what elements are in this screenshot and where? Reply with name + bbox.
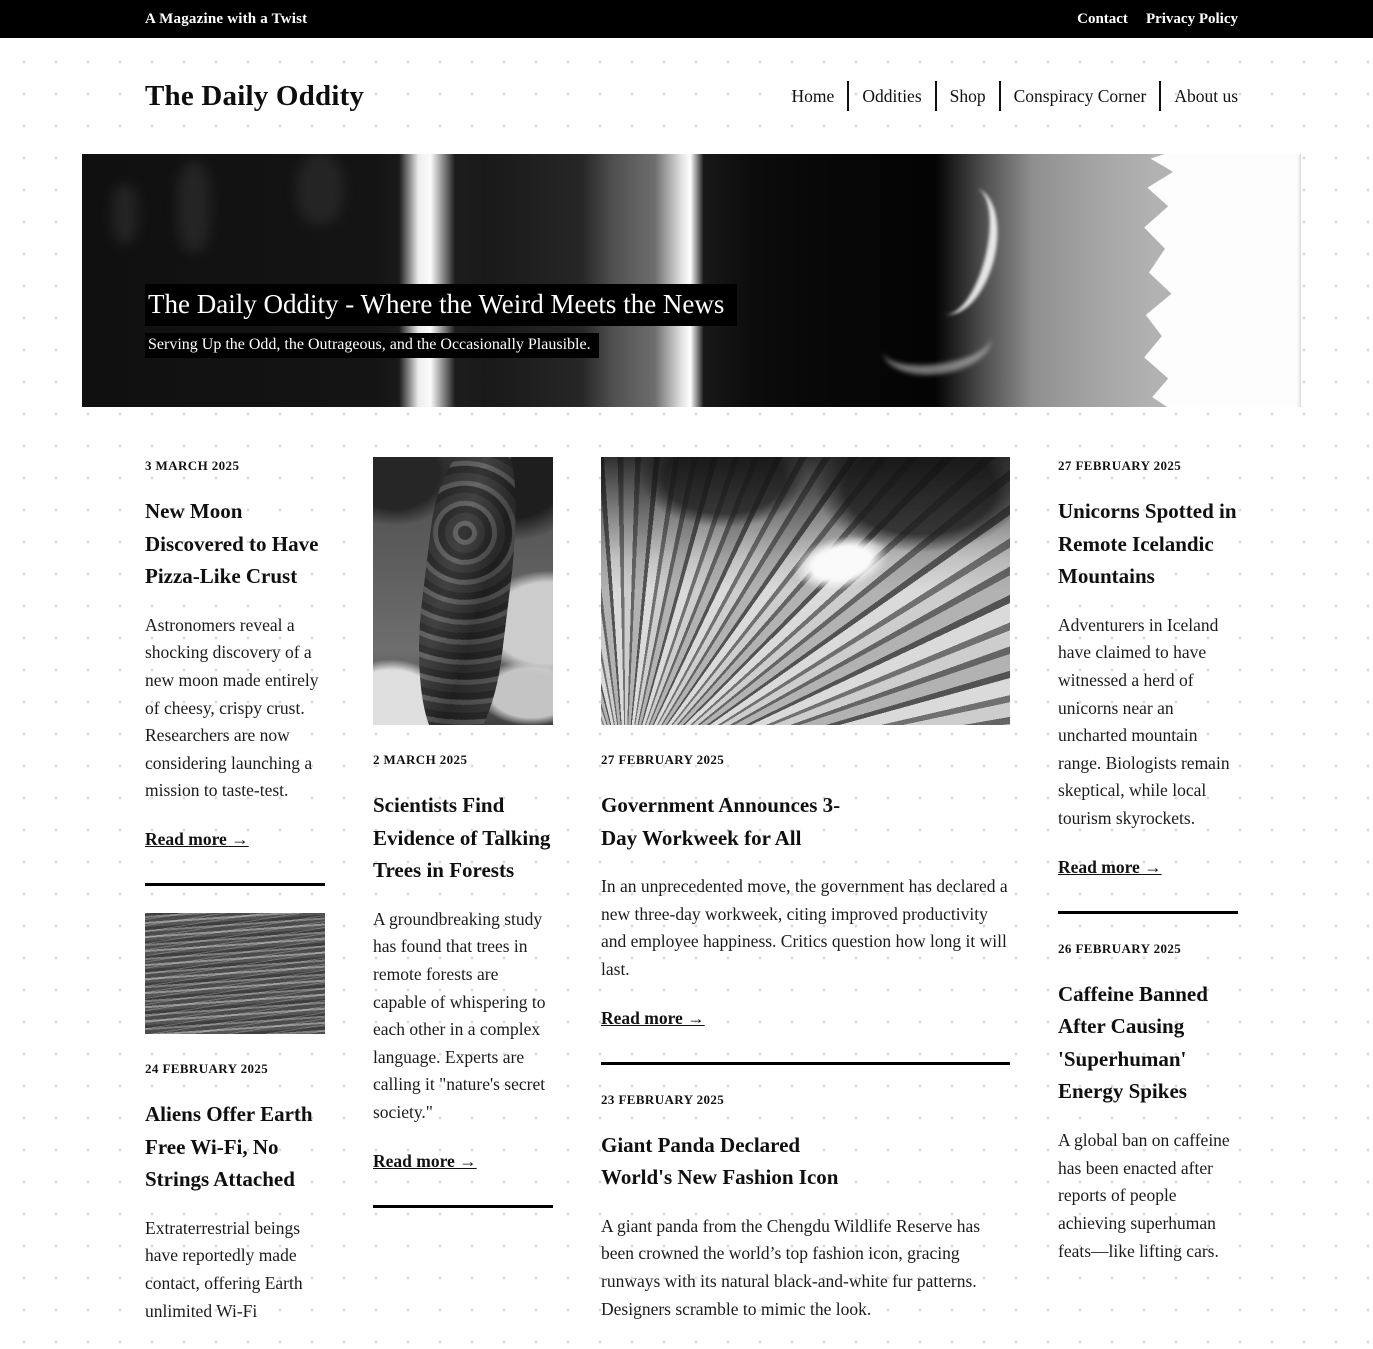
read-more-link[interactable]: Read more →	[601, 1007, 705, 1028]
article-headline[interactable]: Caffeine Banned After Causing 'Superhuman' Energy Spikes	[1058, 981, 1208, 1104]
article-divider	[1058, 911, 1238, 914]
article-card	[145, 913, 325, 1325]
nav-separator	[1159, 81, 1161, 111]
top-utility-bar	[0, 0, 1373, 38]
hero-eye-reflection	[878, 307, 995, 382]
article-divider	[601, 1062, 1010, 1065]
article-date: 24 FEBRUARY 2025	[145, 1061, 269, 1077]
nav-separator	[847, 81, 849, 111]
site-tagline: A Magazine with a Twist	[145, 10, 308, 27]
hero-eye-highlight	[910, 179, 1009, 322]
nav-item-about-us[interactable]: About us	[1174, 85, 1238, 106]
article-card	[145, 458, 325, 886]
article-date: 23 FEBRUARY 2025	[601, 1091, 725, 1107]
privacy-policy-link[interactable]: Privacy Policy	[1145, 10, 1238, 27]
topbar-links	[1077, 11, 1238, 28]
nav-item-shop[interactable]: Shop	[949, 85, 986, 106]
read-more-link[interactable]: Read more →	[373, 1150, 477, 1171]
article-column-1	[145, 457, 325, 1349]
article-divider	[373, 1205, 553, 1208]
article-excerpt: A global ban on caffeine has been enacted after reports of people achieving superhuman feats—like lifting cars.	[1058, 1129, 1230, 1261]
article-excerpt: Adventurers in Iceland have claimed to have witnessed a herd of unicorns near an uncharted mountain range. Biologists remain skeptical, while local tourism skyrockets.	[1058, 614, 1230, 829]
article-headline[interactable]: New Moon Discovered to Have Pizza-Like Crust	[145, 499, 319, 589]
article-column-3	[601, 457, 1010, 1349]
nav-separator	[935, 81, 937, 111]
hero-silhouette-figure	[297, 154, 343, 224]
article-column-2	[373, 457, 553, 1349]
article-card	[1058, 941, 1238, 1265]
article-thumbnail-fur-texture[interactable]	[145, 913, 325, 1034]
article-thumbnail-cat-on-bamboo[interactable]	[601, 457, 1010, 725]
article-grid	[82, 457, 1301, 1349]
article-headline[interactable]: Government Announces 3-Day Workweek for All	[601, 793, 841, 850]
article-thumbnail-gnarled-tree[interactable]	[373, 457, 553, 725]
hero-caption	[145, 284, 737, 358]
article-excerpt: A groundbreaking study has found that trees in remote forests are capable of whispering to each other in a complex language. Experts are calling it "nature's secret society."	[373, 908, 546, 1123]
hero-subtitle: Serving Up the Odd, the Outrageous, and the Occasionally Plausible.	[145, 333, 599, 358]
article-date: 27 FEBRUARY 2025	[601, 752, 725, 767]
article-date: 2 MARCH 2025	[373, 752, 468, 767]
article-divider	[145, 883, 325, 886]
article-date: 3 MARCH 2025	[145, 458, 240, 473]
article-headline[interactable]: Unicorns Spotted in Remote Icelandic Mountains	[1058, 499, 1237, 589]
read-more-link[interactable]: Read more →	[1058, 856, 1162, 877]
hero-banner-image	[82, 154, 1301, 407]
nav-item-conspiracy-corner[interactable]: Conspiracy Corner	[1013, 85, 1147, 106]
article-excerpt: In an unprecedented move, the government has declared a new three-day workweek, citing improved productivity and employee happiness. Critics question how long it will last.	[601, 876, 1008, 980]
article-card	[1058, 458, 1238, 914]
article-date: 27 FEBRUARY 2025	[1058, 458, 1182, 473]
article-column-4	[1058, 457, 1238, 1349]
nav-separator	[999, 81, 1001, 111]
article-excerpt: A giant panda from the Chengdu Wildlife Reserve has been crowned the world’s top fashion icon, gracing runways with its natural black-and-white fur patterns. Designers scramble to mimic the look.	[601, 1215, 981, 1319]
article-headline[interactable]: Giant Panda Declared World's New Fashion Icon	[601, 1132, 839, 1190]
article-card	[601, 457, 1010, 1065]
main-navigation	[792, 81, 1238, 111]
nav-item-oddities[interactable]: Oddities	[862, 85, 922, 106]
hero-torn-paper-edge	[1141, 154, 1301, 407]
article-excerpt: Astronomers reveal a shocking discovery of a new moon made entirely of cheesy, crispy crust. Researchers are now considering launching a mission to taste-test.	[145, 614, 319, 801]
article-date: 26 FEBRUARY 2025	[1058, 940, 1182, 956]
article-excerpt: Extraterrestrial beings have reportedly made contact, offering Earth unlimited Wi-Fi	[145, 1217, 303, 1321]
hero-silhouette-figure	[177, 162, 211, 252]
article-card	[373, 457, 553, 1208]
hero-title: The Daily Oddity - Where the Weird Meets the News	[145, 284, 737, 326]
article-headline[interactable]: Aliens Offer Earth Free Wi-Fi, No Strings Attached	[145, 1102, 313, 1192]
site-header	[82, 38, 1301, 154]
site-logo[interactable]: The Daily Oddity	[145, 79, 365, 112]
article-headline[interactable]: Scientists Find Evidence of Talking Trees in Forests	[373, 793, 551, 883]
contact-link[interactable]: Contact	[1077, 10, 1128, 27]
read-more-link[interactable]: Read more →	[145, 829, 249, 850]
nav-item-home[interactable]: Home	[791, 85, 835, 106]
article-card	[601, 1092, 1010, 1324]
hero-silhouette-figure	[112, 184, 138, 244]
